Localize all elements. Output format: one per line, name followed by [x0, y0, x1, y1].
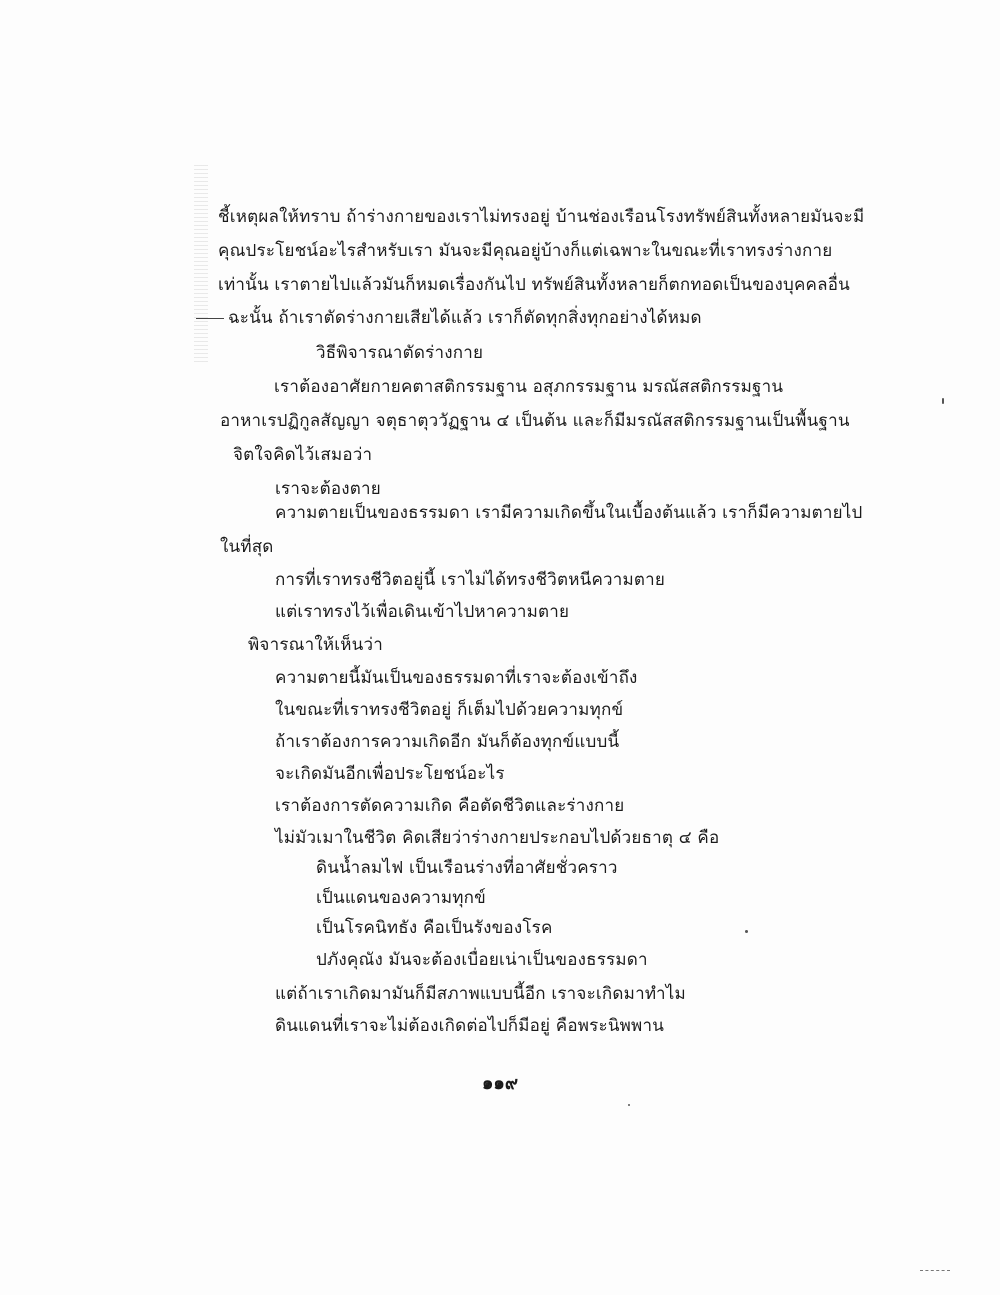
margin-dash-mark [196, 318, 224, 319]
text-line-2: คุณประโยชน์อะไรสำหรับเรา มันจะมีคุณอยู่บ้างก็แต่เฉพาะในขณะที่เราทรงร่างกาย [218, 241, 833, 261]
text-line-1: ชี้เหตุผลให้ทราบ ถ้าร่างกายของเราไม่ทรงอยู่ บ้านช่องเรือนโรงทรัพย์สินทั้งหลายมันจะมี [218, 207, 865, 227]
page-number: ๑๑๙ [481, 1073, 519, 1094]
text-line-8: จิตใจคิดไว้เสมอว่า [233, 445, 373, 465]
text-line-16: ในขณะที่เราทรงชีวิตอยู่ ก็เต็มไปด้วยความทุกข์ [275, 700, 624, 720]
section-heading: วิธีพิจารณาตัดร่างกาย [316, 343, 484, 363]
scan-binding-edge [194, 165, 208, 365]
text-line-6: เราต้องอาศัยกายคตาสติกรรมฐาน อสุภกรรมฐาน มรณัสสติกรรมฐาน [274, 377, 784, 397]
text-line-15: ความตายนี้มันเป็นของธรรมดาที่เราจะต้องเข้าถึง [275, 668, 638, 688]
text-line-9: เราจะต้องตาย [275, 479, 381, 499]
text-line-10: ความตายเป็นของธรรมดา เรามีความเกิดขึ้นในเบื้องต้นแล้ว เราก็มีความตายไป [275, 503, 863, 523]
text-line-14: พิจารณาให้เห็นว่า [248, 635, 383, 655]
text-line-12: การที่เราทรงชีวิตอยู่นี้ เราไม่ได้ทรงชีวิตหนีความตาย [275, 570, 666, 590]
text-line-22: เป็นแดนของความทุกข์ [316, 888, 486, 908]
text-line-7: อาหาเรปฏิกูลสัญญา จตุธาตุววัฏฐาน ๔ เป็นต้น และก็มีมรณัสสติกรรมฐานเป็นพื้นฐาน [220, 411, 850, 431]
text-line-3: เท่านั้น เราตายไปแล้วมันก็หมดเรื่องกันไป ทรัพย์สินทั้งหลายก็ตกทอดเป็นของบุคคลอื่น [218, 275, 850, 295]
scan-speck [942, 398, 944, 404]
text-line-4: ฉะนั้น ถ้าเราตัดร่างกายเสียได้แล้ว เราก็ตัดทุกสิ่งทุกอย่างได้หมด [228, 308, 702, 328]
text-line-20: ไม่มัวเมาในชีวิต คิดเสียว่าร่างกายประกอบไปด้วยธาตุ ๔ คือ [275, 828, 720, 848]
text-line-18: จะเกิดมันอีกเพื่อประโยชน์อะไร [275, 764, 505, 784]
scan-speck [628, 1104, 630, 1106]
scan-speck [745, 930, 748, 933]
text-line-25: แต่ถ้าเราเกิดมามันก็มีสภาพแบบนี้อีก เราจะเกิดมาทำไม [275, 984, 686, 1004]
text-line-24: ปภังคุณัง มันจะต้องเบื่อยเน่าเป็นของธรรมดา [316, 950, 648, 970]
text-line-11: ในที่สุด [220, 537, 274, 557]
text-line-13: แต่เราทรงไว้เพื่อเดินเข้าไปหาความตาย [275, 602, 570, 622]
text-line-23: เป็นโรคนิทธัง คือเป็นรังของโรค [316, 918, 553, 938]
scan-corner-mark [920, 1262, 950, 1271]
text-line-21: ดินน้ำลมไฟ เป็นเรือนร่างที่อาศัยชั่วคราว [316, 858, 618, 878]
text-line-19: เราต้องการตัดความเกิด คือตัดชีวิตและร่างกาย [275, 796, 625, 816]
text-line-26: ดินแดนที่เราจะไม่ต้องเกิดต่อไปก็มีอยู่ คือพระนิพพาน [275, 1016, 665, 1036]
text-line-17: ถ้าเราต้องการความเกิดอีก มันก็ต้องทุกข์แบบนี้ [275, 732, 620, 752]
